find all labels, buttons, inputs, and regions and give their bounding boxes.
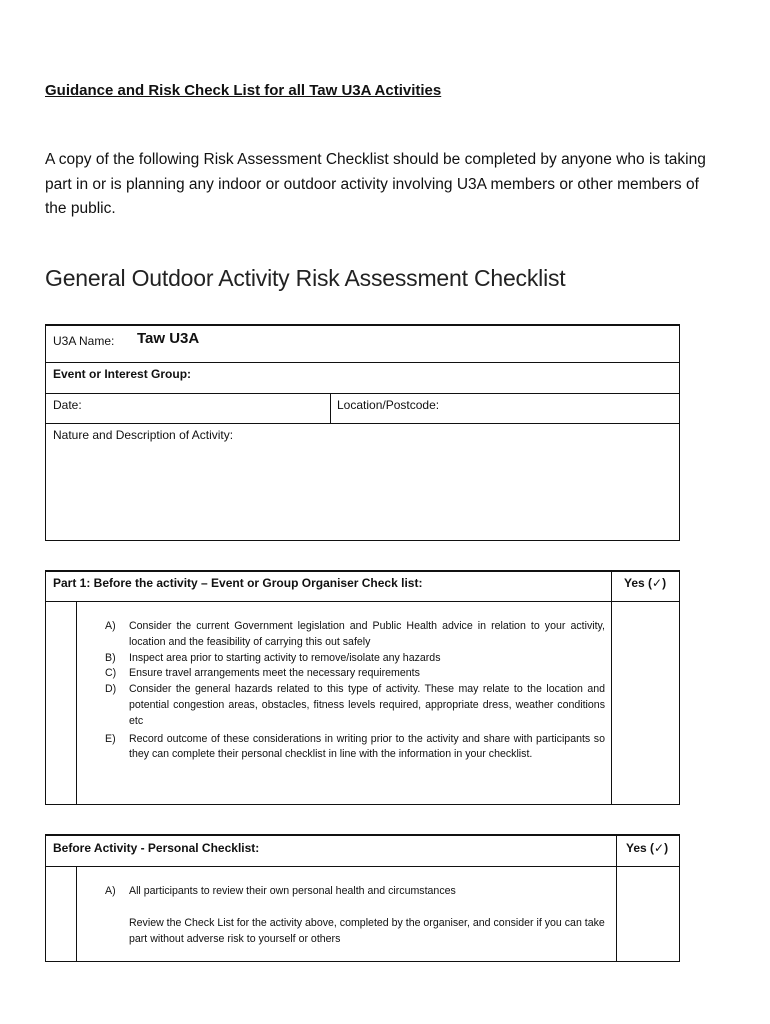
event-group-label: Event or Interest Group: [53, 367, 192, 381]
u3a-name-row [45, 324, 680, 363]
location-cell [330, 393, 680, 424]
personal-item: A) All participants to review their own personal health and circumstances Review the Check List for the activity above, completed by the organiser, and consider if you can take part without adverse risk to yourself or others [105, 884, 605, 947]
nature-description-cell [45, 423, 680, 541]
personal-number-cell [45, 866, 77, 962]
u3a-name-value: Taw U3A [137, 330, 200, 347]
event-group-row [45, 362, 680, 394]
date-label: Date: [53, 398, 82, 412]
part1-item: C) Ensure travel arrangements meet the necessary requirements [105, 667, 420, 680]
u3a-name-label: U3A Name: [53, 334, 115, 348]
personal-header: Before Activity - Personal Checklist: [53, 841, 260, 855]
part1-item-list [105, 619, 605, 763]
part1-yes-header-cell [611, 570, 680, 602]
part1-item: E) Record outcome of these considerations in writing prior to the activity and share with participants so they can complete their personal checklist in line with the information in your checklist. [105, 732, 605, 761]
part1-header: Part 1: Before the activity – Event or Group Organiser Check list: [53, 576, 423, 590]
intro-paragraph: A copy of the following Risk Assessment Checklist should be completed by anyone who is taking part in or is planning any indoor or outdoor activity involving U3A members or other members of the public. [45, 151, 706, 217]
personal-yes-header-cell [616, 834, 680, 867]
part1-item: D) Consider the general hazards related to this type of activity. These may relate to the location and potential congestion areas, obstacles, fitness levels required, appropriate dress, weather conditions etc [105, 683, 605, 727]
part1-number-cell [45, 601, 77, 805]
personal-items-cell [76, 866, 617, 962]
date-cell [45, 393, 331, 424]
part1-yes-label: Yes (✓) [624, 576, 667, 590]
personal-header-cell [45, 834, 617, 867]
part1-item: B) Inspect area prior to starting activity to remove/isolate any hazards [105, 651, 441, 664]
personal-yes-label: Yes (✓) [626, 841, 669, 855]
part1-yes-cell[interactable] [611, 601, 680, 805]
nature-description-label: Nature and Description of Activity: [53, 428, 234, 442]
part1-item: A) Consider the current Government legislation and Public Health advice in relation to your activity, location and the feasibility of carrying this out safely [105, 620, 605, 648]
personal-yes-cell[interactable] [616, 866, 680, 962]
personal-item-note: Review the Check List for the activity above, completed by the organiser, and consider if you can take part without adverse risk to yourself or others [129, 916, 605, 945]
part1-header-cell [45, 570, 612, 602]
document-heading: Guidance and Risk Check List for all Taw U3A Activities [45, 82, 442, 99]
personal-item-list [105, 884, 605, 947]
location-label: Location/Postcode: [337, 398, 440, 412]
part1-items-cell [76, 601, 612, 805]
checklist-title: General Outdoor Activity Risk Assessment Checklist [45, 265, 566, 291]
